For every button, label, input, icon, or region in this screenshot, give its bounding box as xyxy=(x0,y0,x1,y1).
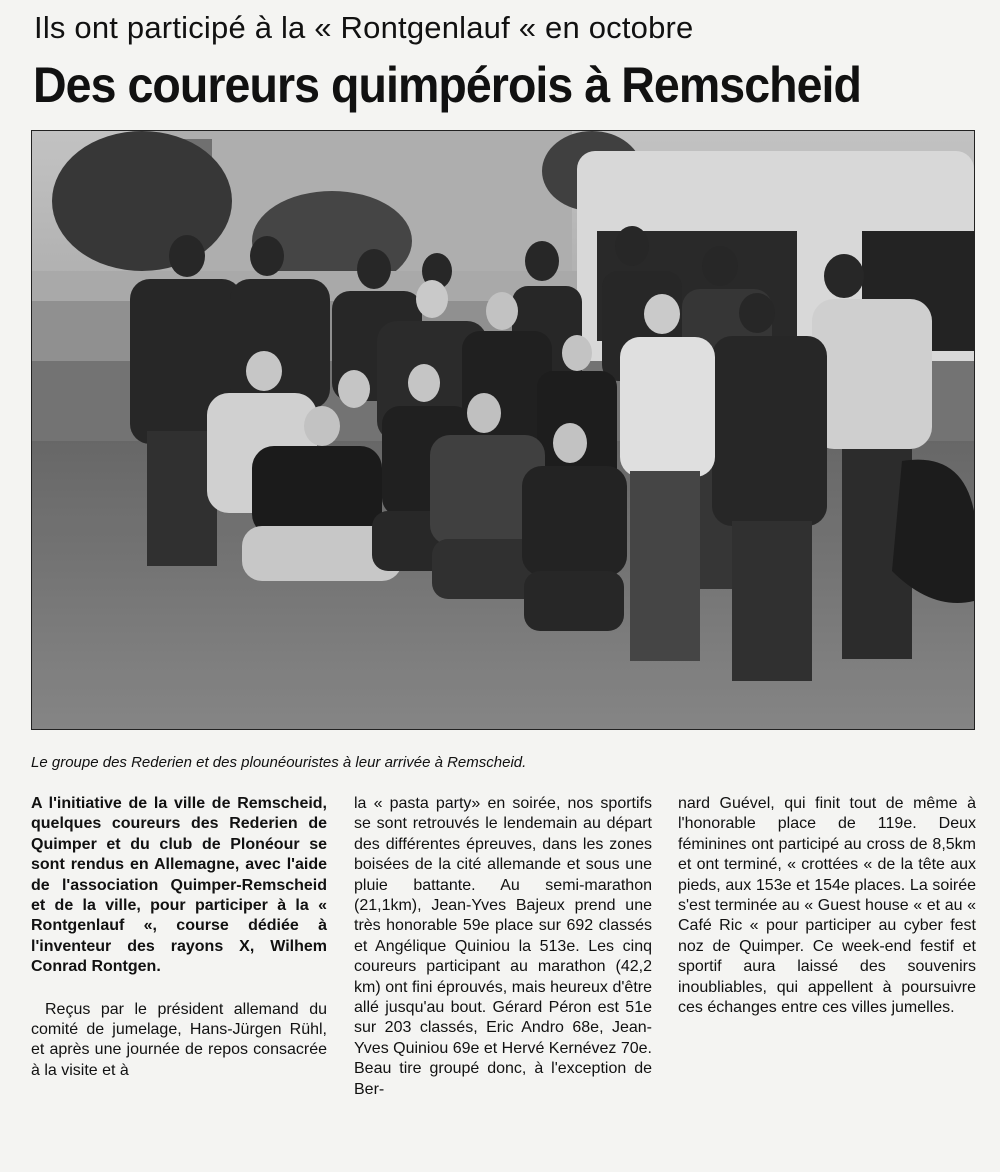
photo-caption: Le groupe des Rederien et des plounéouristes à leur arrivée à Remscheid. xyxy=(31,754,527,771)
article-column-3 xyxy=(678,794,976,1018)
article-body-col1: Reçus par le président allemand du comité de jumelage, Hans-Jürgen Rühl, et après une journée de repos consacrée à la visite et à xyxy=(31,1000,327,1079)
group-photo-illustration xyxy=(32,131,974,729)
article-column-1 xyxy=(31,794,327,1081)
article-column-2 xyxy=(354,794,652,1100)
article-body-col2: la « pasta party» en soirée, nos sportifs se sont retrouvés le lendemain au départ des différentes épreuves, dans les zones boisées de la cité allemande et sous une pluie battante. Au semi-marathon (21,1km), Jean-Yves Bajeux prend une très honorable 59e place sur 692 classés et Angélique Quiniou la 513e. Les cinq coureurs participant au marathon (42,2 km) ont fini éprouvés, mais heureux d'être allé jusqu'au bout. Gérard Péron est 51e sur 203 classés, Eric Andro 68e, Jean-Yves Quiniou 69e et Hervé Kernévez 70e. Beau tire groupé donc, à l'exception de Ber- xyxy=(354,795,652,1098)
article-body-col3: nard Guével, qui finit tout de même à l'honorable place de 119e. Deux féminines ont participé au cross de 8,5km et ont terminé, « crottées « de la tête aux pieds, aux 153e et 154e places. La soirée s'est terminée au « Guest house « et au « Café Ric « pour participer au cyber fest noz de Quimper. Ce week-end festif et sportif aura laissé des souvenirs inoubliables, qui appellent à poursuivre ces échanges entre ces villes jumelles. xyxy=(678,795,976,1017)
article-headline: Des coureurs quimpérois à Remscheid xyxy=(33,57,862,113)
article-lead: A l'initiative de la ville de Remscheid, quelques coureurs des Rederien de Quimper et du club de Plonéour se sont rendus en Allemagne, avec l'aide de l'association Quimper-Remscheid et de la ville, pour participer à la « Rontgenlauf «, course dédiée à l'inventeur des rayons X, Wilhem Conrad Rontgen. xyxy=(31,795,327,976)
article-kicker: Ils ont participé à la « Rontgenlauf « en octobre xyxy=(34,10,694,45)
group-photo xyxy=(31,130,975,730)
